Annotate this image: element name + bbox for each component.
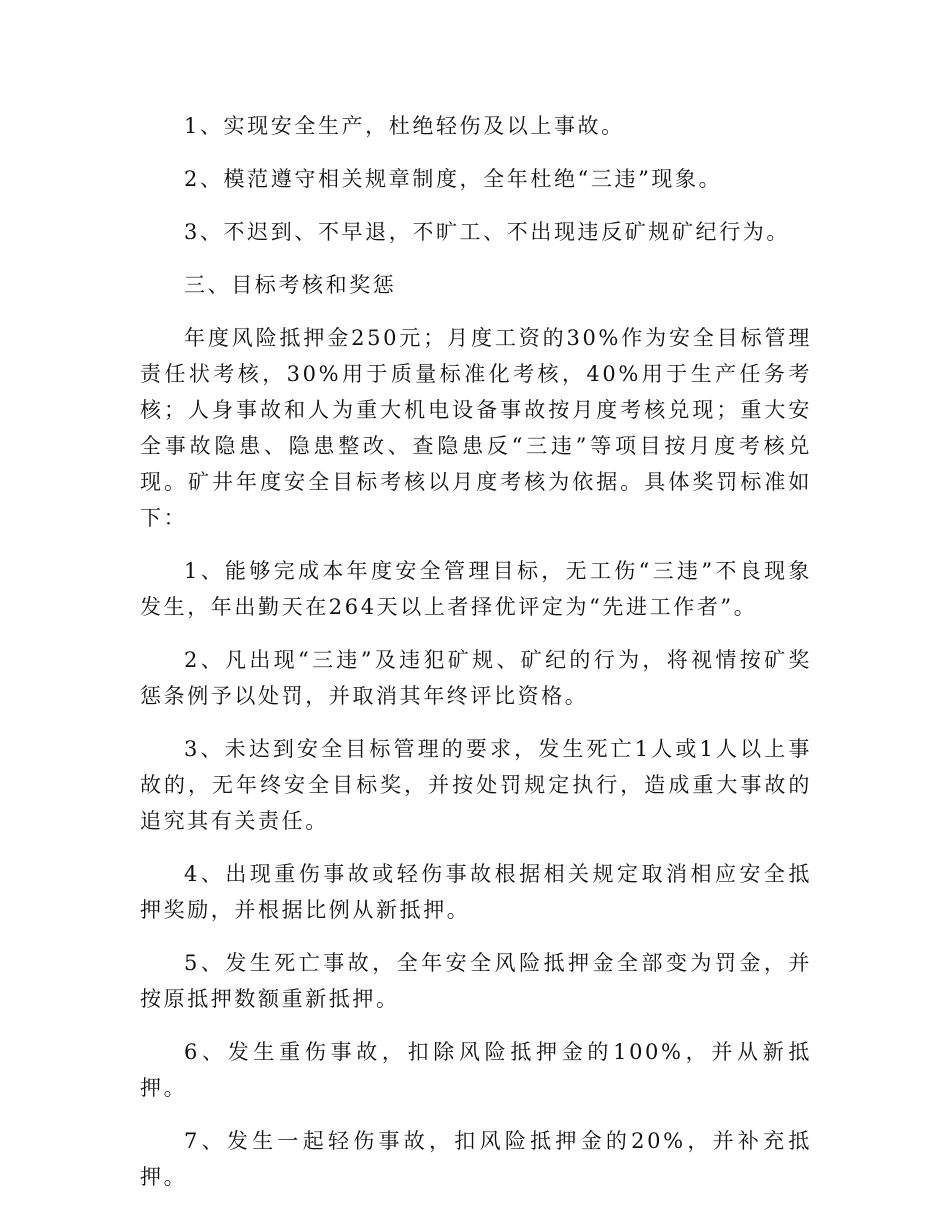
paragraph-assessment-intro: 年度风险抵押金250元；月度工资的30%作为安全目标管理责任状考核，30%用于质量标准化考核，40%用于生产任务考核；人身事故和人为重大机电设备事故按月度考核兑现；重大安全事故隐患、隐患整改、查隐患反“三违”等项目按月度考核兑现。矿井年度安全目标考核以月度考核为依据。具体奖罚标准如下： bbox=[140, 326, 812, 530]
paragraph-rule-4: 4、出现重伤事故或轻伤事故根据相关规定取消相应安全抵押奖励，并根据比例从新抵押。 bbox=[140, 862, 812, 922]
paragraph-rule-2: 2、凡出现“三违”及违犯矿规、矿纪的行为，将视情按矿奖惩条例予以处罚，并取消其年终评比资格。 bbox=[140, 648, 812, 708]
paragraph-rule-6: 6、发生重伤事故，扣除风险抵押金的100%，并从新抵押。 bbox=[140, 1040, 812, 1100]
paragraph-rule-5: 5、发生死亡事故，全年安全风险抵押金全部变为罚金，并按原抵押数额重新抵押。 bbox=[140, 951, 812, 1011]
paragraph-goal-1: 1、实现安全生产，杜绝轻伤及以上事故。 bbox=[184, 114, 625, 138]
paragraph-rule-3: 3、未达到安全目标管理的要求，发生死亡1人或1人以上事故的，无年终安全目标奖，并按处罚规定执行，造成重大事故的追究其有关责任。 bbox=[140, 737, 812, 833]
section-heading: 三、目标考核和奖惩 bbox=[184, 273, 397, 297]
paragraph-rule-1: 1、能够完成本年度安全管理目标，无工伤“三违”不良现象发生，年出勤天在264天以上者择优评定为“先进工作者”。 bbox=[140, 559, 812, 619]
paragraph-rule-7: 7、发生一起轻伤事故，扣风险抵押金的20%，并补充抵押。 bbox=[140, 1129, 812, 1189]
paragraph-goal-2: 2、模范遵守相关规章制度，全年杜绝“三违”现象。 bbox=[184, 167, 723, 191]
document-body bbox=[140, 108, 812, 1212]
paragraph-goal-3: 3、不迟到、不早退，不旷工、不出现违反矿规矿纪行为。 bbox=[184, 220, 790, 244]
